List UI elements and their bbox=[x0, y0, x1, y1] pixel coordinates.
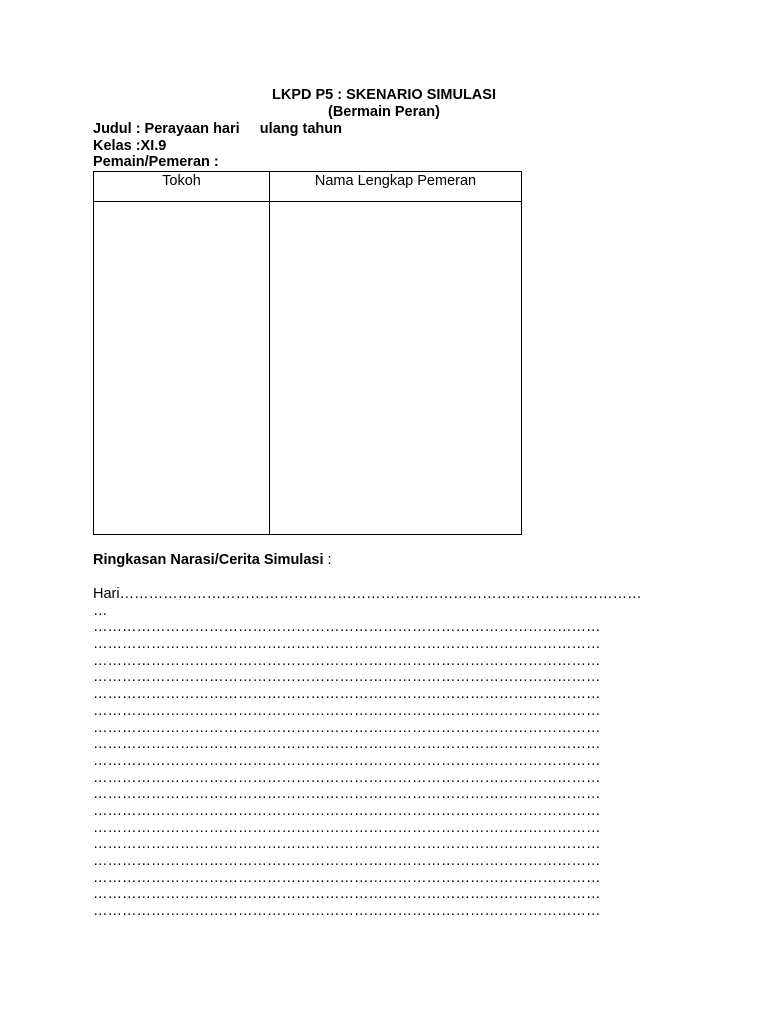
narasi-line[interactable]: …………………………………………………………………………………………… bbox=[93, 836, 601, 853]
tokoh-cell[interactable] bbox=[94, 202, 270, 535]
narasi-lines bbox=[93, 586, 642, 920]
narasi-line[interactable]: … bbox=[93, 602, 108, 619]
narasi-line[interactable]: …………………………………………………………………………………………… bbox=[93, 769, 601, 786]
narasi-line[interactable]: …………………………………………………………………………………………… bbox=[93, 636, 601, 653]
narasi-line[interactable]: …………………………………………………………………………………………… bbox=[93, 819, 601, 836]
narasi-line[interactable]: …………………………………………………………………………………………… bbox=[93, 802, 601, 819]
narasi-line[interactable]: …………………………………………………………………………………………… bbox=[93, 736, 601, 753]
narasi-line[interactable]: …………………………………………………………………………………………… bbox=[93, 853, 601, 869]
narasi-line[interactable]: Hari……………………………………………………………………………………………… bbox=[93, 586, 642, 602]
narasi-line[interactable]: …………………………………………………………………………………………… bbox=[93, 786, 601, 803]
narasi-line[interactable]: …………………………………………………………………………………………… bbox=[93, 702, 601, 719]
nama-pemeran-cell[interactable] bbox=[270, 202, 522, 535]
narasi-heading-colon: : bbox=[323, 552, 332, 568]
cast-table-header-row bbox=[94, 172, 522, 202]
narasi-line[interactable]: …………………………………………………………………………………………… bbox=[93, 686, 601, 703]
nama-pemeran-header: Nama Lengkap Pemeran bbox=[270, 172, 522, 202]
cast-table-row bbox=[94, 202, 522, 535]
kelas-field: Kelas :XI.9 bbox=[93, 138, 167, 154]
narasi-line[interactable]: …………………………………………………………………………………………… bbox=[93, 869, 601, 886]
narasi-line[interactable]: …………………………………………………………………………………………… bbox=[93, 619, 601, 636]
narasi-line[interactable]: …………………………………………………………………………………………… bbox=[93, 652, 601, 669]
judul-field: Judul : Perayaan hari ulang tahun bbox=[93, 121, 342, 137]
narasi-line[interactable]: …………………………………………………………………………………………… bbox=[93, 886, 601, 903]
narasi-heading-label: Ringkasan Narasi/Cerita Simulasi bbox=[93, 552, 324, 568]
narasi-heading bbox=[93, 552, 332, 569]
document-subtitle: (Bermain Peran) bbox=[327, 104, 440, 120]
narasi-line[interactable]: …………………………………………………………………………………………… bbox=[93, 719, 601, 736]
narasi-line[interactable]: …………………………………………………………………………………………… bbox=[93, 669, 601, 686]
cast-table bbox=[93, 171, 522, 535]
tokoh-header: Tokoh bbox=[94, 172, 270, 202]
narasi-line[interactable]: …………………………………………………………………………………………… bbox=[93, 752, 601, 769]
document-title: LKPD P5 : SKENARIO SIMULASI bbox=[272, 87, 496, 103]
narasi-line[interactable]: …………………………………………………………………………………………… bbox=[93, 903, 601, 920]
pemain-label: Pemain/Pemeran : bbox=[93, 154, 219, 170]
